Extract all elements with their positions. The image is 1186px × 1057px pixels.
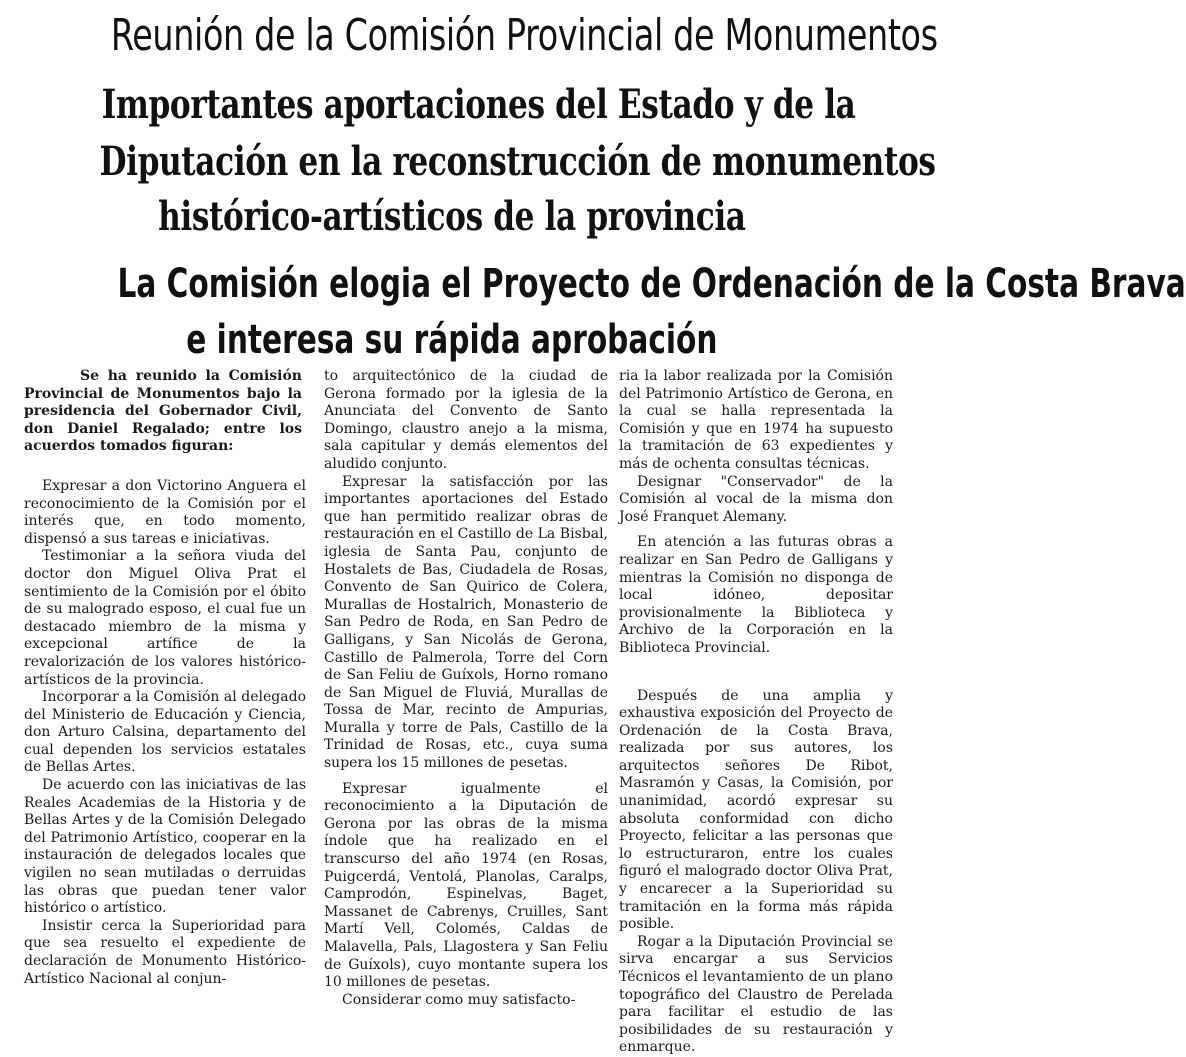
body-paragraph: En atención a las futuras obras a realizar en San Pedro de Galligans y mientras la Comisión no disponga de local idóneo, depositar provisionalmente la Biblioteca y Archivo de la Corporación en la Biblioteca Provincial. xyxy=(619,534,893,656)
article-column-3 xyxy=(619,368,893,1057)
subtitle-line-1: Importantes aportaciones del Estado y de la xyxy=(101,81,856,128)
article-title: Reunión de la Comisión Provincial de Monumentos xyxy=(110,10,938,61)
body-paragraph: ria la labor realizada por la Comisión del Patrimonio Artístico de Gerona, en la cual se halla representada la Comisión y que en 1974 ha supuesto la tramitación de 63 expedientes y más de ochenta consultas técnicas. xyxy=(619,368,893,472)
lead-paragraph: Se ha reunido la Comisión Provincial de Monumentos bajo la presidencia del Gobernador Civil, don Daniel Regalado; entre los acuerdos tomados figuran: xyxy=(24,368,302,455)
subtitle-line-3: histórico-artísticos de la provincia xyxy=(158,193,746,240)
body-paragraph: Rogar a la Diputación Provincial se sirva encargar a sus Servicios Técnicos el levantamiento de un plano topográfico del Claustro de Perelada para facilitar el estudio de las posibilidades de su restauración y enmarque. xyxy=(619,933,893,1056)
article-column-1 xyxy=(24,368,306,988)
body-paragraph: Expresar igualmente el reconocimiento a la Diputación de Gerona por las obras de la misma índole que ha realizado en el transcurso del año 1974 (en Rosas, Puigcerdá, Ventolá, Planolas, Caralps, Camprodón, Espinelvas, Baget, Massanet de Cabrenys, Cruilles, Sant Martí Vell, Colomés, Caldas de Malavella, Pals, Llagostera y San Feliu de Guíxols), cuyo montante supera los 10 millones de pesetas. xyxy=(324,780,608,991)
body-paragraph: Testimoniar a la señora viuda del doctor don Miguel Oliva Prat el sentimiento de la Comisión por el óbito de su malogrado esposo, el cual fue un destacado miembro de la misma y excepcional artífice de la revalorización de los valores histórico-artísticos de la provincia. xyxy=(24,548,306,688)
body-paragraph: to arquitectónico de la ciudad de Gerona formado por la iglesia de la Anunciata del Convento de Santo Domingo, claustro anejo a la misma, sala capitular y demás elementos del aludido conjunto. xyxy=(324,368,608,472)
kicker-line-2: e interesa su rápida aprobación xyxy=(186,317,718,363)
body-paragraph: Expresar la satisfacción por las importantes aportaciones del Estado que han permitido realizar obras de restauración en el Castillo de La Bisbal, iglesia de Santa Pau, conjunto de Hostalets de Bas, Ciudadela de Rosas, Convento de San Quirico de Colera, Murallas de Hostalrich, Monasterio de San Pedro de Roda, en San Pedro de Galligans, y San Nicolás de Gerona, Castillo de Palmerola, Torre del Corn de San Feliu de Guíxols, Horno romano de San Miguel de Fluviá, Murallas de Tossa de Mar, recinto de Ampurias, Muralla y torre de Pals, Castillo de la Trinidad de Rosas, etc., cuya suma supera los 15 millones de pesetas. xyxy=(324,473,608,772)
body-paragraph: De acuerdo con las iniciativas de las Reales Academias de la Historia y de Bellas Artes y de la Comisión Delegado del Patrimonio Artístico, cooperar en la instauración de delegados locales que vigilen no sean mutiladas o derruidas las obras que puedan tener valor histórico o artístico. xyxy=(24,777,306,917)
body-paragraph: Insistir cerca la Superioridad para que sea resuelto el expediente de declaración de Monumento Histórico-Artístico Nacional al conjun- xyxy=(24,917,306,987)
body-paragraph: Después de una amplia y exhaustiva exposición del Proyecto de Ordenación de la Costa Brava, realizada por sus autores, los arquitectos señores De Ribot, Masramón y Casas, la Comisión, por unanimidad, acordó expresar su absoluta conformidad con dicho Proyecto, felicitar a las personas que lo estructuraron, entre los cuales figuró el malogrado doctor Oliva Prat, y encarecer a la Superioridad su tramitación en la forma más rápida posible. xyxy=(619,687,893,933)
body-paragraph: Expresar a don Victorino Anguera el reconocimiento de la Comisión por el interés que, en todo momento, dispensó a sus tareas e iniciativas. xyxy=(24,477,306,547)
article-column-2 xyxy=(324,368,608,1009)
kicker-line-1: La Comisión elogia el Proyecto de Ordenación de la Costa Brava xyxy=(117,261,1186,307)
subtitle-line-2: Diputación en la reconstrucción de monumentos xyxy=(99,138,936,185)
body-paragraph: Incorporar a la Comisión al delegado del Ministerio de Educación y Ciencia, don Arturo Calsina, departamento del cual dependen los servicios estatales de Bellas Artes. xyxy=(24,689,306,776)
body-paragraph: Considerar como muy satisfacto- xyxy=(342,991,576,1008)
body-paragraph: Designar "Conservador" de la Comisión al vocal de la misma don José Franquet Alemany. xyxy=(619,473,893,525)
